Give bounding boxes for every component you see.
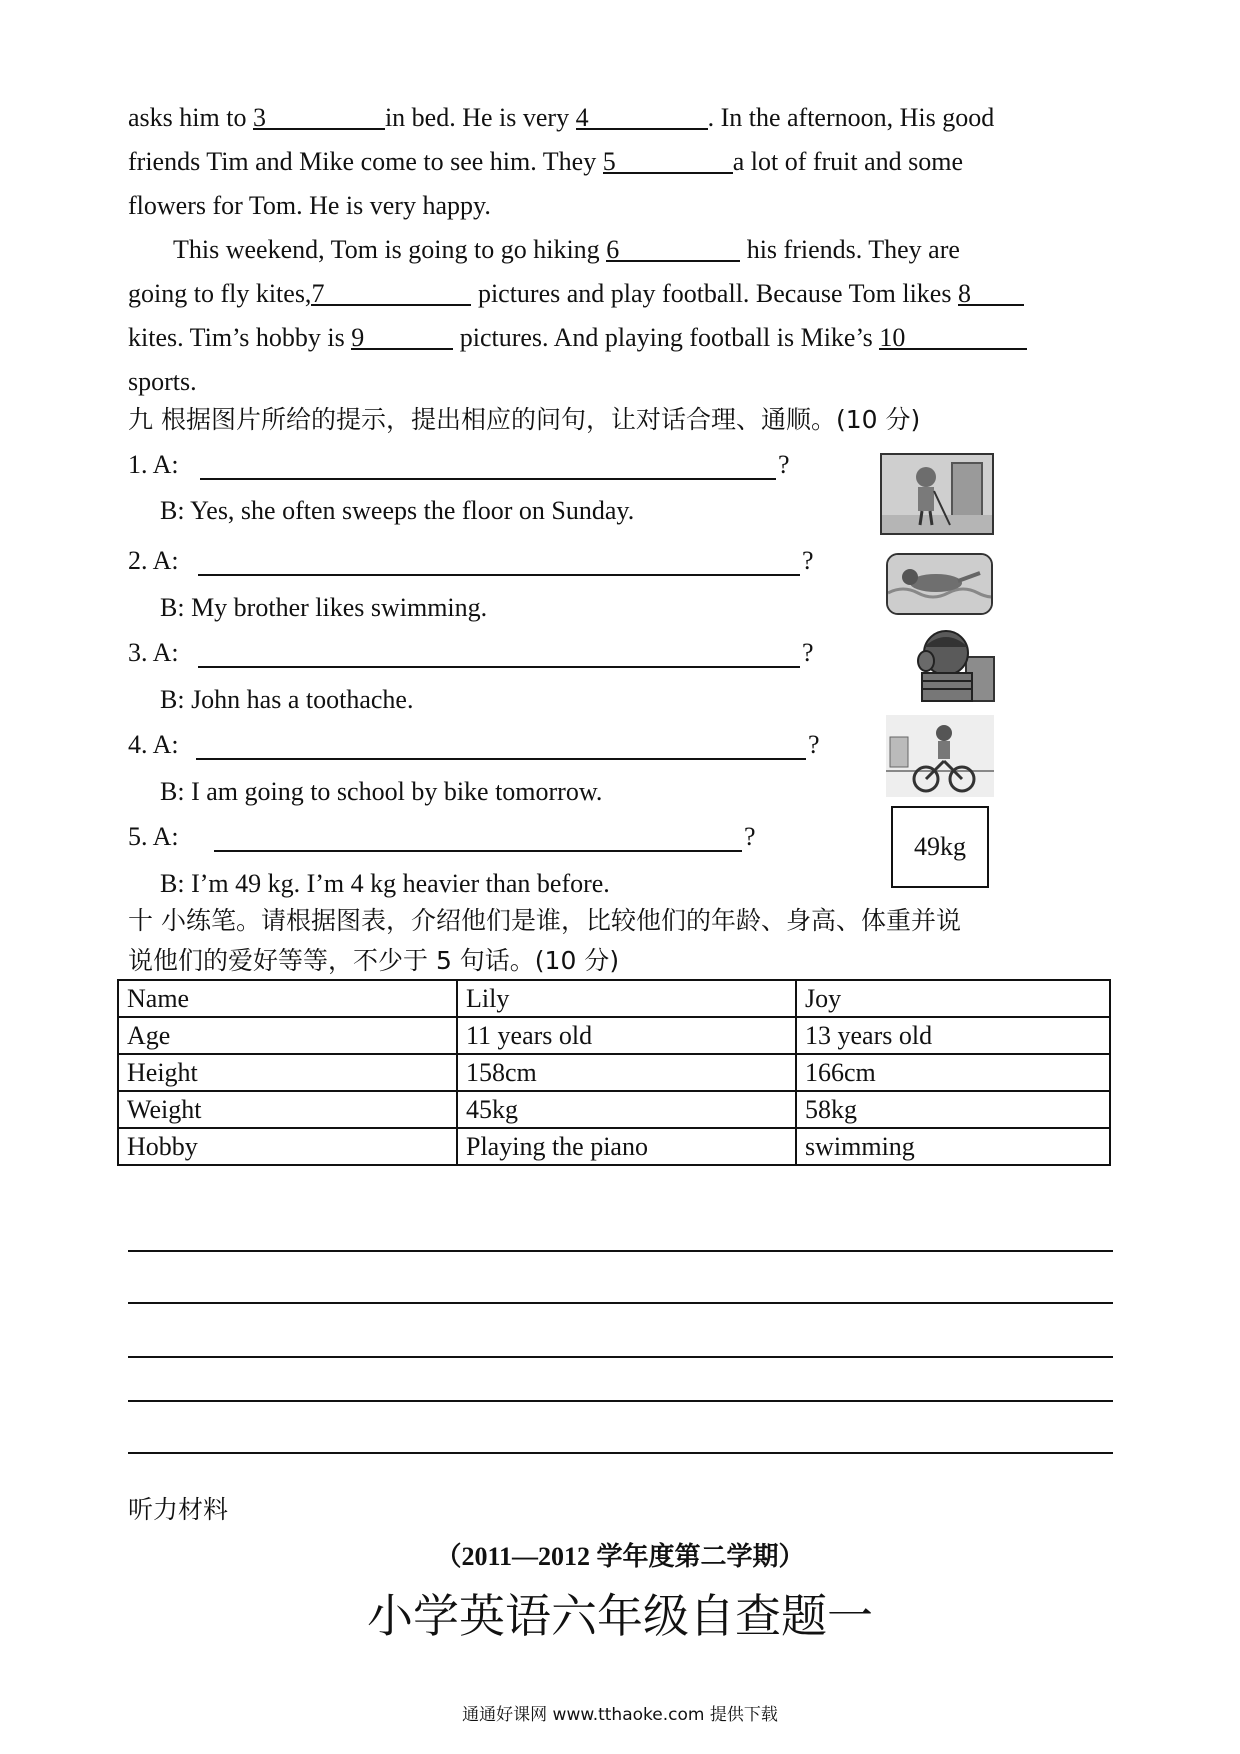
weight-box-text: 49kg xyxy=(914,832,966,861)
passage-text: a lot of fruit and some xyxy=(732,147,964,176)
passage-text: friends Tim and Mike come to see him. They xyxy=(128,147,603,176)
table-cell: 58kg xyxy=(796,1091,1110,1128)
table-row xyxy=(118,980,1110,1017)
table-cell: Lily xyxy=(457,980,796,1017)
table-cell: Hobby xyxy=(118,1128,457,1165)
table-cell: 166cm xyxy=(796,1054,1110,1091)
q1-answer-line[interactable] xyxy=(200,478,776,480)
blank-7[interactable] xyxy=(311,277,471,306)
table-cell: Playing the piano xyxy=(457,1128,796,1165)
writing-line[interactable] xyxy=(128,1452,1113,1454)
blank-6[interactable] xyxy=(606,233,740,262)
table-cell: 45kg xyxy=(457,1091,796,1128)
table-cell: Name xyxy=(118,980,457,1017)
passage-line-2 xyxy=(128,145,963,179)
info-table xyxy=(117,979,1111,1166)
girl-riding-bike-icon xyxy=(886,715,994,797)
q2-a-label: 2. A: xyxy=(128,546,179,575)
table-cell: 11 years old xyxy=(457,1017,796,1054)
listening-title: 小学英语六年级自查题一 xyxy=(367,1589,873,1643)
blank-number: 6 xyxy=(606,235,620,264)
writing-line[interactable] xyxy=(128,1250,1113,1252)
blank-4[interactable] xyxy=(576,101,708,130)
q4-answer-line[interactable] xyxy=(196,758,806,760)
q1-a-label: 1. A: xyxy=(128,450,179,479)
table-cell: 158cm xyxy=(457,1054,796,1091)
passage-line-1 xyxy=(128,101,994,135)
table-cell: Height xyxy=(118,1054,457,1091)
q4-a-label: 4. A: xyxy=(128,730,179,759)
listening-label: 听力材料 xyxy=(128,1495,229,1524)
passage-text: in bed. He is very xyxy=(384,103,576,132)
passage-line-6 xyxy=(128,321,1027,355)
blank-number: 3 xyxy=(252,103,266,132)
q4-b-text: B: I am going to school by bike tomorrow. xyxy=(160,777,603,806)
blank-number: 8 xyxy=(957,279,971,308)
passage-text: going to fly kites, xyxy=(128,279,312,308)
blank-8[interactable] xyxy=(958,277,1024,306)
q5-question-mark: ? xyxy=(744,822,756,851)
q3-a-label: 3. A: xyxy=(128,638,179,667)
q2-question-mark: ? xyxy=(802,546,814,575)
passage-line-3: flowers for Tom. He is very happy. xyxy=(128,191,491,220)
passage-text: his friends. They are xyxy=(740,235,960,264)
weight-box xyxy=(891,806,989,888)
table-row xyxy=(118,1128,1110,1165)
table-cell: swimming xyxy=(796,1128,1110,1165)
swimmer-icon xyxy=(886,553,993,615)
q5-answer-line[interactable] xyxy=(214,850,742,852)
table-cell: Joy xyxy=(796,980,1110,1017)
blank-number: 7 xyxy=(311,279,325,308)
blank-10[interactable] xyxy=(879,321,1027,350)
passage-line-4 xyxy=(173,233,960,267)
blank-number: 5 xyxy=(602,147,616,176)
table-cell: Weight xyxy=(118,1091,457,1128)
blank-number: 9 xyxy=(351,323,365,352)
q3-answer-line[interactable] xyxy=(198,666,800,668)
listening-subtitle: （2011—2012 学年度第二学期） xyxy=(435,1542,805,1571)
section-9-heading: 九 根据图片所给的提示，提出相应的问句，让对话合理、通顺。(10 分) xyxy=(128,405,921,434)
blank-3[interactable] xyxy=(253,101,385,130)
q4-question-mark: ? xyxy=(808,730,820,759)
q5-a-label: 5. A: xyxy=(128,822,179,851)
writing-line[interactable] xyxy=(128,1302,1113,1304)
passage-text: This weekend, Tom is going to go hiking xyxy=(173,235,607,264)
table-row xyxy=(118,1017,1110,1054)
table-cell: Age xyxy=(118,1017,457,1054)
q5-b-text: B: I’m 49 kg. I’m 4 kg heavier than before. xyxy=(160,869,610,898)
passage-text: kites. Tim’s hobby is xyxy=(128,323,352,352)
passage-text: pictures and play football. Because Tom likes xyxy=(471,279,958,308)
q2-b-text: B: My brother likes swimming. xyxy=(160,593,488,622)
table-row xyxy=(118,1091,1110,1128)
table-row xyxy=(118,1054,1110,1091)
girl-sweeping-icon xyxy=(880,453,994,535)
section-10-heading-line-2: 说他们的爱好等等，不少于 5 句话。(10 分) xyxy=(128,946,620,975)
q3-b-text: B: John has a toothache. xyxy=(160,685,414,714)
blank-5[interactable] xyxy=(603,145,733,174)
table-cell: 13 years old xyxy=(796,1017,1110,1054)
passage-text: pictures. And playing football is Mike’s xyxy=(453,323,880,352)
passage-text: asks him to xyxy=(128,103,253,132)
writing-line[interactable] xyxy=(128,1400,1113,1402)
q3-question-mark: ? xyxy=(802,638,814,667)
section-10-heading-line-1: 十 小练笔。请根据图表，介绍他们是谁，比较他们的年龄、身高、体重并说 xyxy=(128,906,961,935)
passage-line-7: sports. xyxy=(128,367,197,396)
q2-answer-line[interactable] xyxy=(198,574,800,576)
blank-number: 10 xyxy=(879,323,906,352)
passage-text: . In the afternoon, His good xyxy=(707,103,995,132)
passage-line-5 xyxy=(128,277,1024,311)
q1-b-text: B: Yes, she often sweeps the floor on Sunday. xyxy=(160,496,635,525)
toothache-boy-icon xyxy=(896,627,1000,703)
writing-line[interactable] xyxy=(128,1356,1113,1358)
blank-number: 4 xyxy=(575,103,589,132)
q1-question-mark: ? xyxy=(778,450,790,479)
footer-text: 通通好课网 www.tthaoke.com 提供下载 xyxy=(462,1705,778,1725)
blank-9[interactable] xyxy=(351,321,453,350)
